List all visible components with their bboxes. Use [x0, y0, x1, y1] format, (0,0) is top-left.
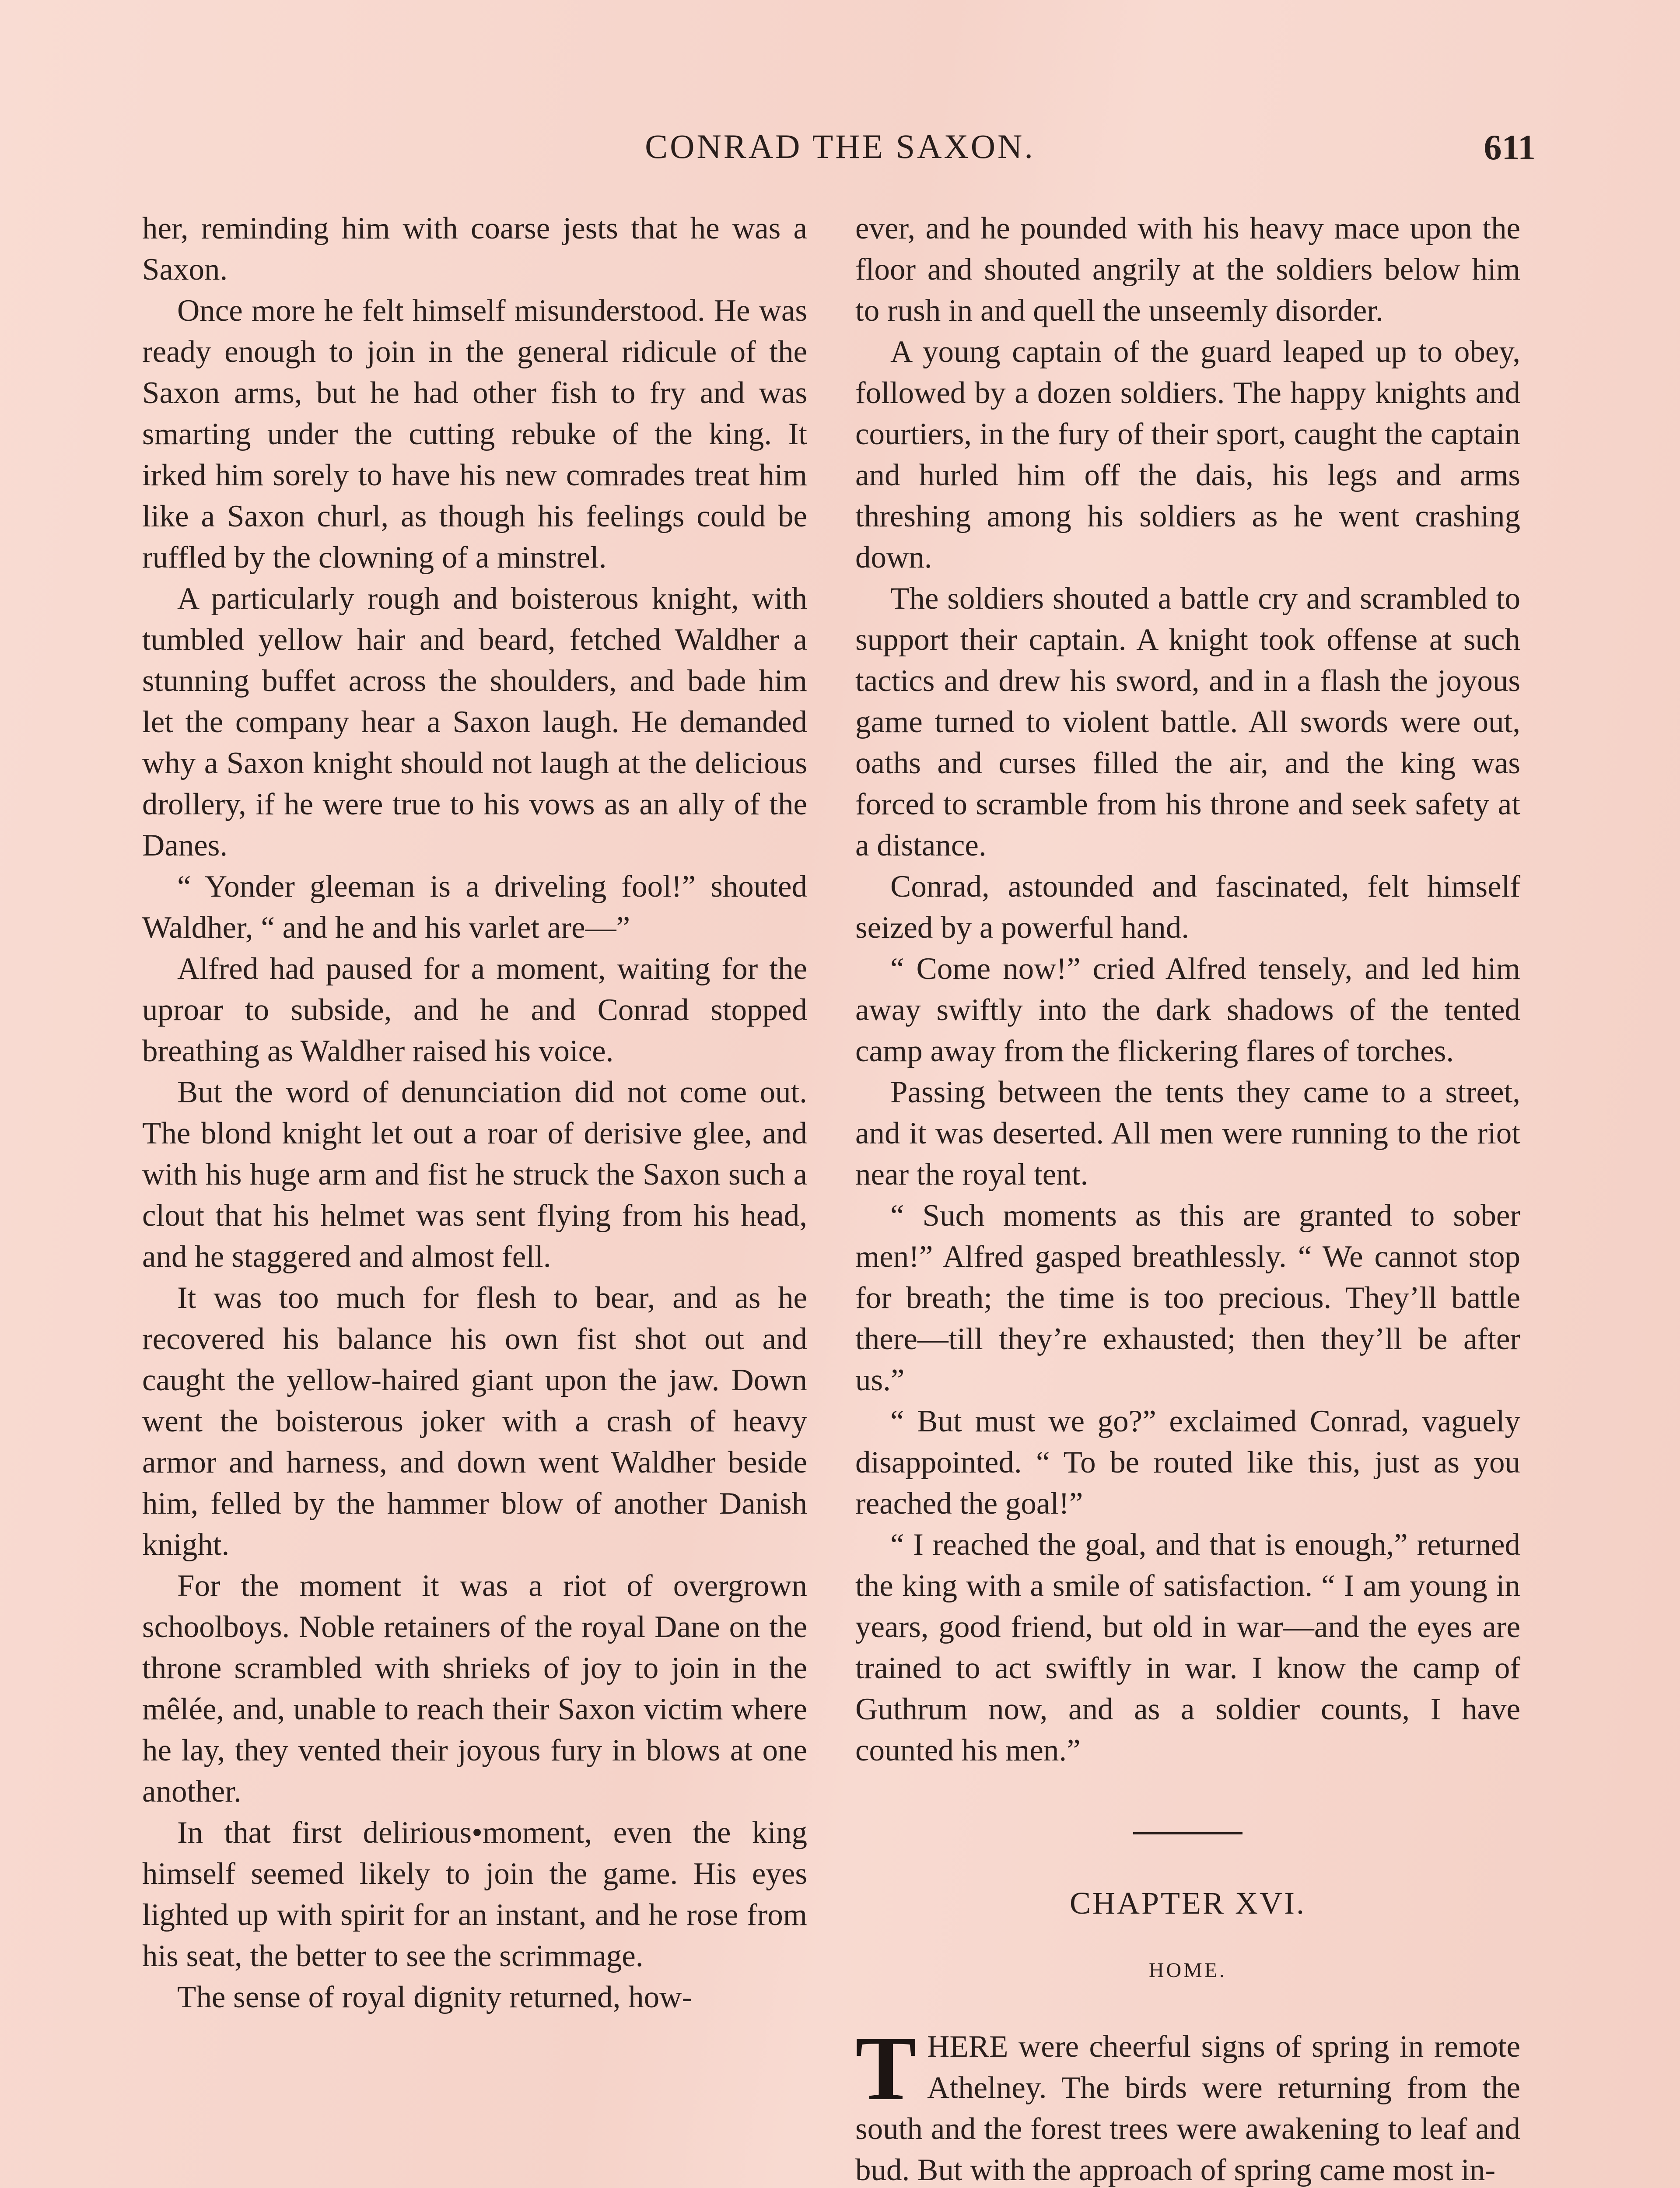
chapter-opening-text: HERE were cheerful signs of spring in remote Athelney. The birds were returning from the south and the forest trees were awakening to leaf and bud. But with the approach of spring came most in- [855, 2030, 1520, 2187]
paragraph: Once more he felt himself misunderstood. He was ready enough to join in the general ridicule of the Saxon arms, but he had other fish to fry and was smarting under the cutting rebuke of the king. It irked him sorely to have his new comrades treat him like a Saxon churl, as though his feelings could be ruffled by the clowning of a minstrel. [142, 294, 807, 575]
paragraph: The soldiers shouted a battle cry and scrambled to support their captain. A knight took offense at such tactics and drew his sword, and in a flash the joyous game turned to violent battle. All swords were out, oaths and curses filled the air, and the king was forced to scramble from his throne and seek safety at a distance. [855, 582, 1520, 863]
chapter-opening-paragraph [855, 2018, 1520, 2188]
paragraph: Alfred had paused for a moment, waiting for the uproar to subside, and he and Conrad stopped breathing as Waldher raised his voice. [142, 952, 807, 1068]
paragraph: But the word of denunciation did not come out. The blond knight let out a roar of derisive glee, and with his huge arm and fist he struck the Saxon such a clout that his helmet was sent flying from his head, and he staggered and almost fell. [142, 1075, 807, 1274]
paragraph: Passing between the tents they came to a street, and it was deserted. All men were running to the riot near the royal tent. [855, 1075, 1520, 1192]
paragraph: “ Come now!” cried Alfred tensely, and led him away swiftly into the dark shadows of the tented camp away from the flickering flares of torches. [855, 952, 1520, 1068]
paragraph: her, reminding him with coarse jests that he was a Saxon. [142, 211, 807, 287]
paragraph: The sense of royal dignity returned, how- [177, 1980, 693, 2014]
paragraph: A young captain of the guard leaped up to obey, followed by a dozen soldiers. The happy knights and courtiers, in the fury of their sport, caught the captain and hurled him off the dais, his legs and arms threshing among his soldiers as he went crashing down. [855, 335, 1520, 575]
paragraph: Conrad, astounded and fascinated, felt himself seized by a powerful hand. [855, 870, 1520, 945]
paragraph: “ I reached the goal, and that is enough,” returned the king with a smile of satisfaction. “ I am young in years, good friend, but old in war—and the eyes are trained to act swiftly in war. I know the camp of Guthrum now, and as a soldier counts, I have counted his men.” [855, 1528, 1520, 1767]
paragraph: It was too much for flesh to bear, and as he recovered his balance his own fist shot out and caught the yellow-haired giant upon the jaw. Down went the boisterous joker with a crash of heavy armor and harness, and down went Waldher beside him, felled by the hammer blow of another Danish knight. [142, 1281, 807, 1562]
page-number: 611 [1484, 127, 1536, 167]
right-column [855, 208, 1520, 2188]
page-header [144, 127, 1536, 179]
chapter-title: CHAPTER XVI. [1069, 1886, 1306, 1921]
paragraph: “ Yonder gleeman is a driveling fool!” shouted Waldher, “ and he and his varlet are—” [142, 870, 807, 945]
paragraph: ever, and he pounded with his heavy mace upon the floor and shouted angrily at the soldiers below him to rush in and quell the unseemly disorder. [855, 211, 1520, 328]
paragraph: “ But must we go?” exclaimed Conrad, vaguely disappointed. “ To be routed like this, just as you reached the goal!” [855, 1404, 1520, 1521]
running-title: CONRAD THE SAXON. [645, 127, 1035, 165]
left-column [142, 208, 807, 2018]
paragraph: A particularly rough and boisterous knight, with tumbled yellow hair and beard, fetched Waldher a stunning buffet across the shoulders, and bade him let the company hear a Saxon laugh. He demanded why a Saxon knight should not laugh at the delicious drollery, if he were true to his vows as an ally of the Danes. [142, 582, 807, 863]
paragraph: In that first delirious•moment, even the king himself seemed likely to join the game. His eyes lighted up with spirit for an instant, and he rose from his seat, the better to see the scrimmage. [142, 1816, 807, 1973]
paragraph: “ Such moments as this are granted to sober men!” Alfred gasped breathlessly. “ We cannot stop for breath; the time is too precious. They’ll battle there—till they’re exhausted; then they’ll be after us.” [855, 1199, 1520, 1397]
drop-cap: T [855, 2018, 917, 2119]
chapter-subtitle: HOME. [1148, 1959, 1227, 1982]
section-divider [1133, 1832, 1242, 1834]
paragraph: For the moment it was a riot of overgrown schoolboys. Noble retainers of the royal Dane on the throne scrambled with shrieks of joy to join in the mêlée, and, unable to reach their Saxon victim where he lay, they vented their joyous fury in blows at one another. [142, 1569, 807, 1809]
